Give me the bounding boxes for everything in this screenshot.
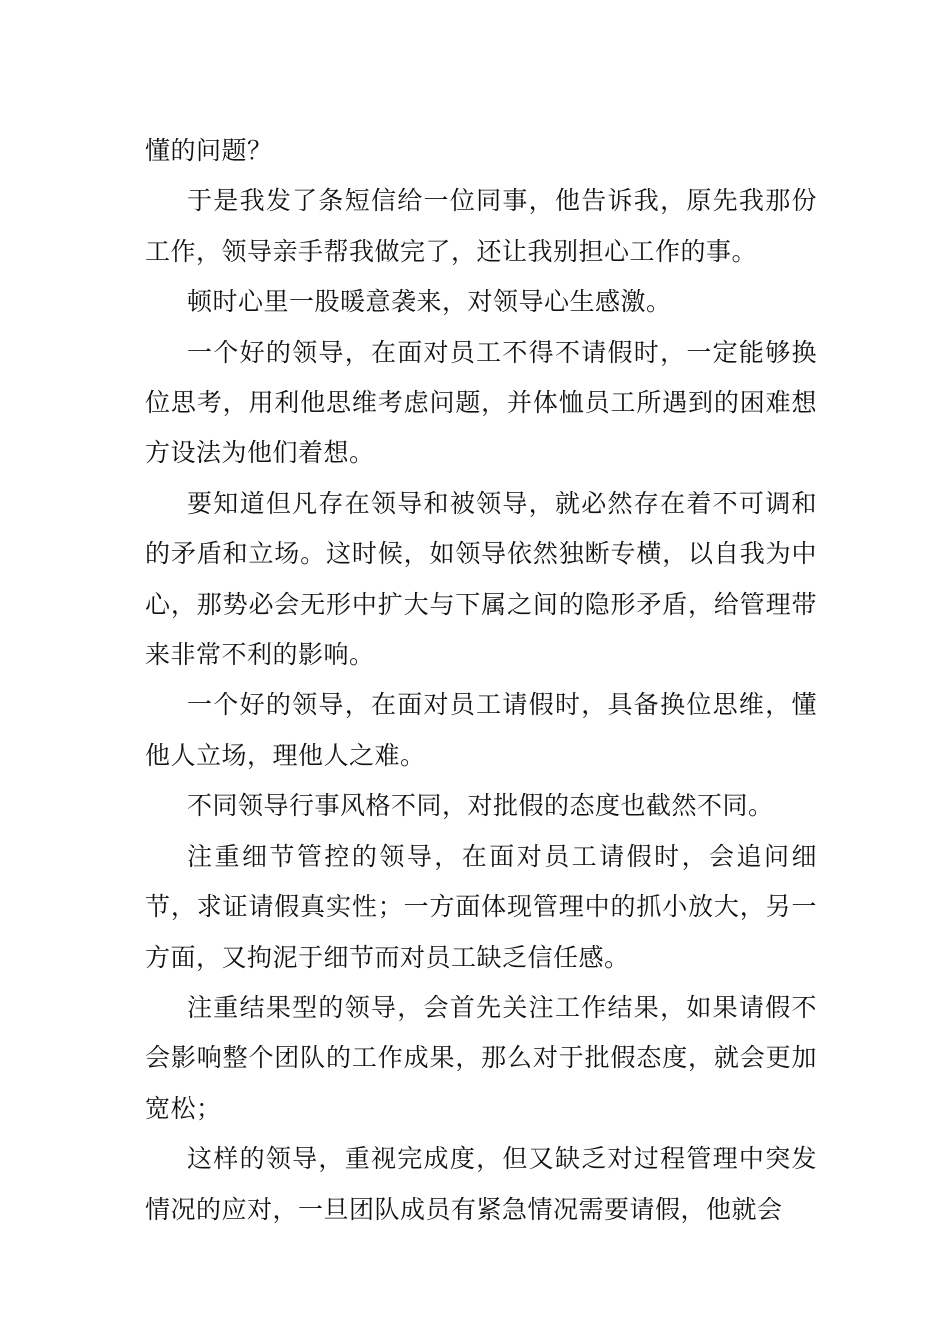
paragraph: 不同领导行事风格不同，对批假的态度也截然不同。 bbox=[187, 791, 774, 821]
paragraph: 顿时心里一股暖意袭来，对领导心生感激。 bbox=[187, 287, 672, 317]
paragraph: 一个好的领导，在面对员工请假时，具备换位思维，懂他人立场，理他人之难。 bbox=[145, 690, 817, 770]
paragraph: 一个好的领导，在面对员工不得不请假时，一定能够换位思考，用利他思维考虑问题，并体恤员工所遇到的困难想方设法为他们着想。 bbox=[145, 337, 817, 468]
paragraph: 于是我发了条短信给一位同事，他告诉我，原先我那份工作，领导亲手帮我做完了，还让我别担心工作的事。 bbox=[145, 186, 817, 266]
paragraph-continuation: 懂的问题？ bbox=[145, 136, 273, 165]
body-text bbox=[145, 126, 817, 1235]
paragraph: 这样的领导，重视完成度，但又缺乏对过程管理中突发情况的应对，一旦团队成员有紧急情况需要请假，他就会 bbox=[145, 1144, 817, 1224]
paragraph: 注重细节管控的领导，在面对员工请假时，会追问细节，求证请假真实性；一方面体现管理中的抓小放大，另一方面，又拘泥于细节而对员工缺乏信任感。 bbox=[145, 841, 817, 972]
paragraph: 要知道但凡存在领导和被领导，就必然存在着不可调和的矛盾和立场。这时候，如领导依然独断专横，以自我为中心，那势必会无形中扩大与下属之间的隐形矛盾，给管理带来非常不利的影响。 bbox=[145, 488, 817, 670]
paragraph: 注重结果型的领导，会首先关注工作结果，如果请假不会影响整个团队的工作成果，那么对于批假态度，就会更加宽松； bbox=[145, 992, 817, 1123]
